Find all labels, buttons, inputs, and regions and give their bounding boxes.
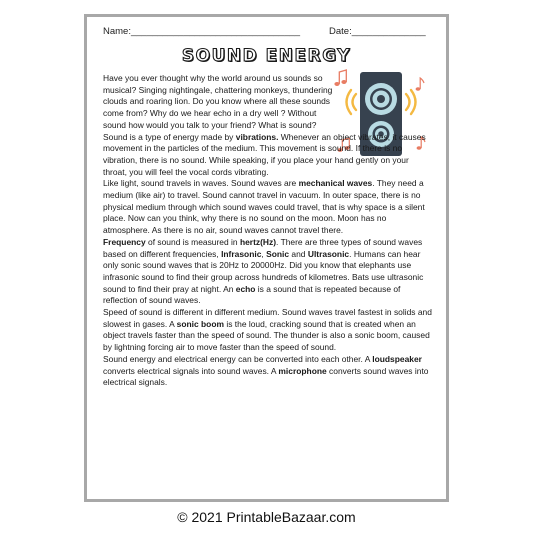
keyword-sonic: Sonic	[266, 248, 290, 259]
keyword-frequency: Frequency	[103, 236, 146, 247]
worksheet-page	[84, 14, 449, 502]
paragraph-frequency: Frequency of sound is measured in hertz(Hz). There are three types of sound waves based on different frequencies, Infrasonic, Sonic and Ultrasonic. Humans can hear only sonic sound waves that is 20Hz to 20000Hz. Did you know that elephants use infrasonic sound to find their group across hundreds of kilometres. Bats use ultrasonic sound to find their pray at night. An echo is a sound that is repeated because of reflection of sound waves.	[103, 236, 424, 306]
page-title: SOUND ENERGY	[181, 46, 352, 66]
paragraph-energy-conversion: Sound energy and electrical energy can be converted into each other. A loudspeaker converts electrical signals into sound waves. A microphone converts sound waves into electrical signals.	[103, 353, 429, 388]
intro-paragraph: Have you ever thought why the world around us sounds so musical? Singing nightingale, chattering monkeys, thundering clouds and roaring lion. Do you know where all these sounds come from? Why do we hear echo in a dry well ? Without sound how would you talk to your friend? What is sound?	[103, 73, 333, 130]
paragraph-sound-waves: Like light, sound travels in waves. Sound waves are mechanical waves. They need a medium (like air) to travel. Sound cannot travel in vacuum. In outer space, there is no physical medium through which sound waves could travel, that is why space is a silent place. Now can you think, why there is no sound on the moon. Moon has no atmosphere. As there is no air, sound waves cannot travel there.	[103, 178, 425, 236]
paragraph-speed-of-sound: Speed of sound is different in different medium. Sound waves travel fastest in solids and slowest in gases. A sonic boom is the loud, cracking sound that is created when an object travels faster than the speed of sound. The thunder is also a sonic boom, caused by lightning forcing air to move faster than the speed of sound.	[103, 307, 432, 353]
keyword-microphone: microphone	[278, 365, 327, 376]
keyword-loudspeaker: loudspeaker	[372, 353, 422, 364]
paragraph-what-is-sound: Sound is a type of energy made by vibrations. Whenever an object vibrates, it causes movement in the particles of the medium. This movement is sound. If there is no vibration, there is no sound. While speaking, if you place your hand gently on your throat, you will feel the vocal cords vibrating.	[103, 131, 426, 177]
copyright-footer: © 2021 PrintableBazaar.com	[177, 509, 356, 525]
reading-passage	[103, 73, 435, 389]
date-field-label: Date:______________	[329, 26, 426, 37]
keyword-hertz: hertz(Hz)	[239, 236, 277, 247]
name-date-row	[103, 26, 434, 37]
keyword-ultrasonic: Ultrasonic	[307, 248, 350, 259]
keyword-infrasonic: Infrasonic	[221, 248, 262, 259]
keyword-echo: echo	[235, 283, 256, 294]
keyword-sonic-boom: sonic boom	[176, 318, 224, 329]
keyword-mechanical-waves: mechanical waves	[298, 178, 373, 189]
keyword-vibrations: vibrations.	[235, 131, 279, 142]
name-field-label: Name:________________________________	[103, 26, 301, 37]
